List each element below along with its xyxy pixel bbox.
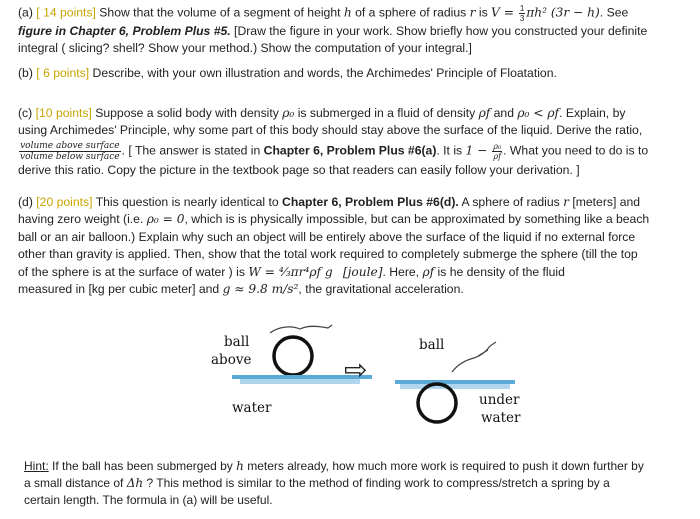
- part-c-line-3: $\frac{\text{volume above surface}}{\text{volume below surface}}$ . [ The answer is stated in Chapter 6, Problem Plus #6(a). It is 1 − $\frac{\text{ρ₀}}{\rho f}$ . What you need to do is to: [20, 140, 649, 162]
- scribble-right: [452, 342, 496, 372]
- label-ball-right: ball: [419, 337, 445, 353]
- part-c-line-4: derive this ratio. Copy the picture in the textbook page so that readers can easily follow your derivation. ]: [18, 162, 580, 177]
- part-d-line-2: having zero weight (i.e. ρ₀ = 0, which is is physically impossible, but can be approximated by something like a beach: [18, 212, 650, 227]
- hint-label: Hint:: [24, 459, 49, 473]
- part-c-label: (c): [18, 106, 33, 120]
- hint-block: [24, 458, 684, 509]
- label-water-left: water: [232, 400, 272, 416]
- part-a-line-2: figure in Chapter 6, Problem Plus #5. [Draw the figure in your work. Show briefly how you constructed your definite: [18, 24, 648, 38]
- part-c-points: [10 points]: [35, 106, 92, 120]
- part-c-line-2: using Archimedes' Principle, why some part of this body should stay above the surface of the liquid. Derive the ratio,: [18, 123, 643, 138]
- arrow-icon: ⇨: [344, 353, 368, 386]
- volume-ratio-fraction: $\frac{\text{volume above surface}}{\text{volume below surface}}$: [20, 140, 120, 162]
- part-d-line-5: of the sphere is at the surface of water ) is W = ⁴⁄₃πr⁴ρf g [joule]. Here, ρf is he density of the fluid: [18, 264, 565, 279]
- label-under: under: [479, 392, 520, 408]
- part-a-chapter-ref: figure in Chapter 6, Problem Plus #5.: [18, 24, 231, 38]
- water-surface-right: [395, 380, 515, 384]
- hint-line-3: certain length. The formula in (a) will be useful.: [24, 493, 273, 507]
- part-d-label: (d): [18, 195, 33, 209]
- label-above: above: [211, 352, 252, 368]
- label-water-right: water: [481, 410, 521, 426]
- work-formula: W = ⁴⁄₃πr⁴ρf g: [248, 264, 333, 279]
- one-third-fraction: $\frac{1}{3}$: [519, 4, 525, 23]
- part-a-line-1: (a) [ 14 points] Show that the volume of a segment of height h of a sphere of radius r is V = $\frac{1}{3}$ πh² (3r − h). See: [18, 4, 629, 23]
- part-a-line-3: integral ( slicing? shell? Show your method.) Show the computation of your integral.]: [18, 41, 472, 56]
- part-d-line-6: measured in [kg per cubic meter] and g ≈ 9.8 m/s², the gravitational acceleration.: [18, 282, 464, 297]
- part-c-line-1: (c) [10 points] Suppose a solid body with density ρ₀ is submerged in a fluid of density ρf and ρ₀ < ρf. Explain, by: [18, 106, 626, 120]
- label-ball-left: ball: [224, 334, 250, 350]
- ball-above-circle: [274, 337, 312, 375]
- part-d-chapter-ref: Chapter 6, Problem Plus #6(d).: [282, 195, 459, 209]
- part-b-label: (b): [18, 66, 33, 80]
- scribble-left: [270, 325, 332, 333]
- part-d-line-1: (d) [20 points] This question is nearly identical to Chapter 6, Problem Plus #6(d). A sphere of radius r [meters] and: [18, 195, 641, 209]
- part-a-points: [ 14 points]: [36, 5, 96, 20]
- part-b: (b) [ 6 points] Describe, with your own illustration and words, the Archimedes' Principle of Floatation.: [18, 66, 557, 80]
- hint-line-1: Hint: If the ball has been submerged by h meters already, how much more work is required to push it down further by: [24, 459, 644, 473]
- part-d-line-3: ball or an air balloon.) Explain why such an object will be entirely above the surface of the liquid if no external force: [18, 229, 636, 244]
- volume-formula: πh² (3r − h): [526, 5, 600, 20]
- ball-under-scene: [395, 337, 521, 426]
- part-c-chapter-ref: Chapter 6, Problem Plus #6(a): [263, 143, 437, 158]
- part-d-points: [20 points]: [36, 195, 93, 209]
- part-d-line-4: other than gravity is applied. Then, show that the total work required to completely submerge the sphere (till the top: [18, 247, 638, 262]
- density-ratio-fraction: $\frac{\text{ρ₀}}{\rho f}$: [493, 141, 502, 161]
- part-a-label: (a): [18, 5, 33, 20]
- ball-under-circle: [418, 384, 456, 422]
- hint-line-2: a small distance of Δh ? This method is similar to the method of finding work to compress/stretch a spring by a: [24, 476, 610, 490]
- part-b-points: [ 6 points]: [36, 66, 90, 80]
